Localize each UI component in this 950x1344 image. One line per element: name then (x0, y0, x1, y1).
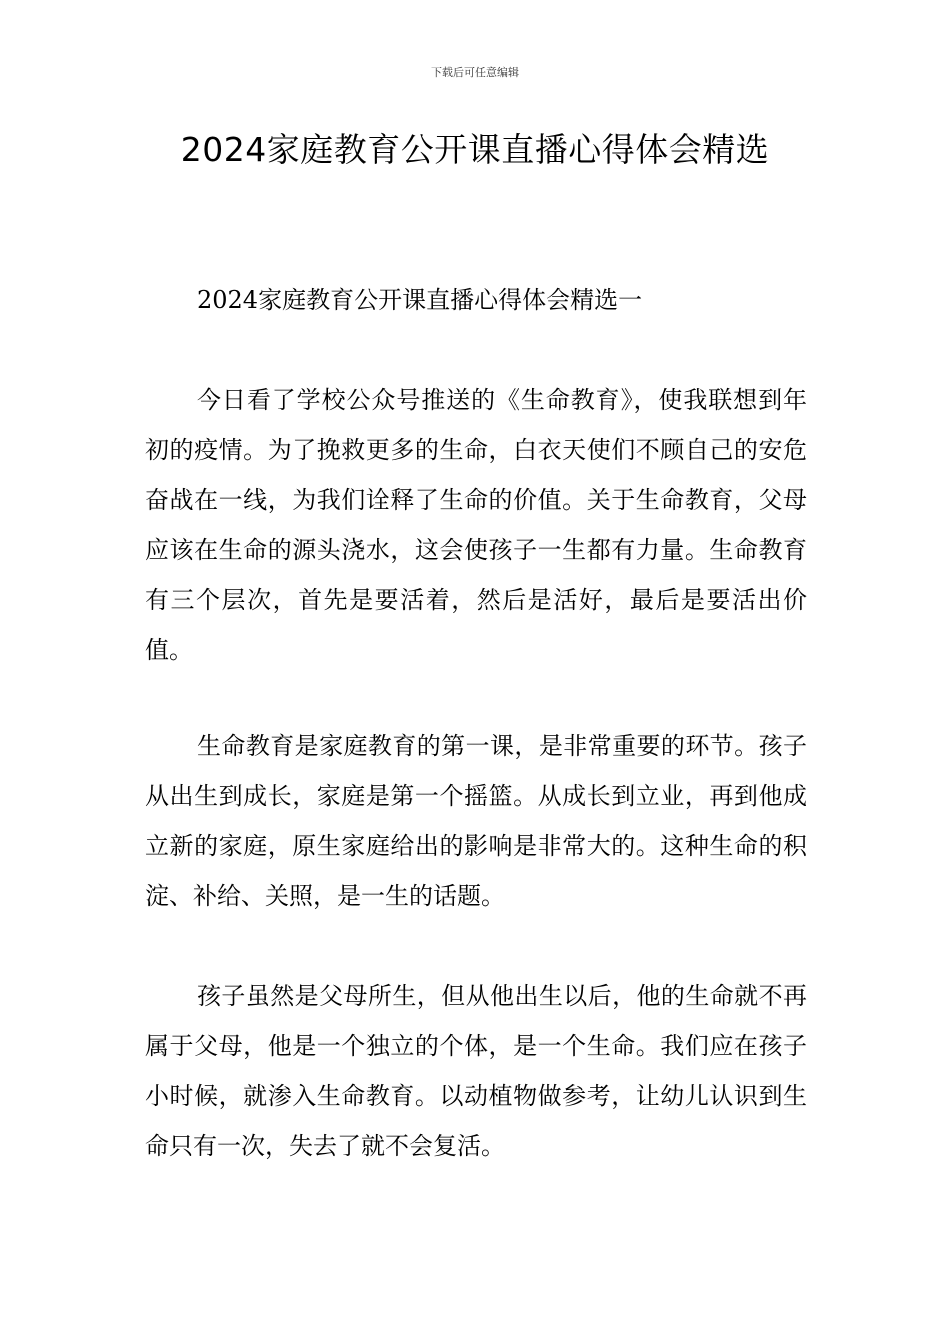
section-heading-text: 2024家庭教育公开课直播心得体会精选一 (197, 286, 643, 314)
section-heading (145, 275, 807, 325)
paragraph-3 (145, 971, 807, 1171)
paragraph-2 (145, 721, 807, 921)
paragraph-1 (145, 375, 807, 675)
document-title: 2024家庭教育公开课直播心得体会精选 (180, 130, 770, 169)
paragraph-text: 今日看了学校公众号推送的《生命教育》，使我联想到年初的疫情。为了挽救更多的生命，白衣天使们不顾自己的安危奋战在一线，为我们诠释了生命的价值。关于生命教育，父母应该在生命的源头浇水，这会使孩子一生都有力量。生命教育有三个层次，首先是要活着，然后是活好，最后是要活出价值。 (145, 386, 807, 664)
header-note: 下载后可任意编辑 (431, 66, 519, 79)
paragraph-text: 生命教育是家庭教育的第一课，是非常重要的环节。孩子从出生到成长，家庭是第一个摇篮。从成长到立业，再到他成立新的家庭，原生家庭给出的影响是非常大的。这种生命的积淀、补给、关照，是一生的话题。 (145, 732, 807, 910)
paragraph-text: 孩子虽然是父母所生，但从他出生以后，他的生命就不再属于父母，他是一个独立的个体，是一个生命。我们应在孩子小时候，就渗入生命教育。以动植物做参考，让幼儿认识到生命只有一次，失去了就不会复活。 (145, 982, 807, 1160)
